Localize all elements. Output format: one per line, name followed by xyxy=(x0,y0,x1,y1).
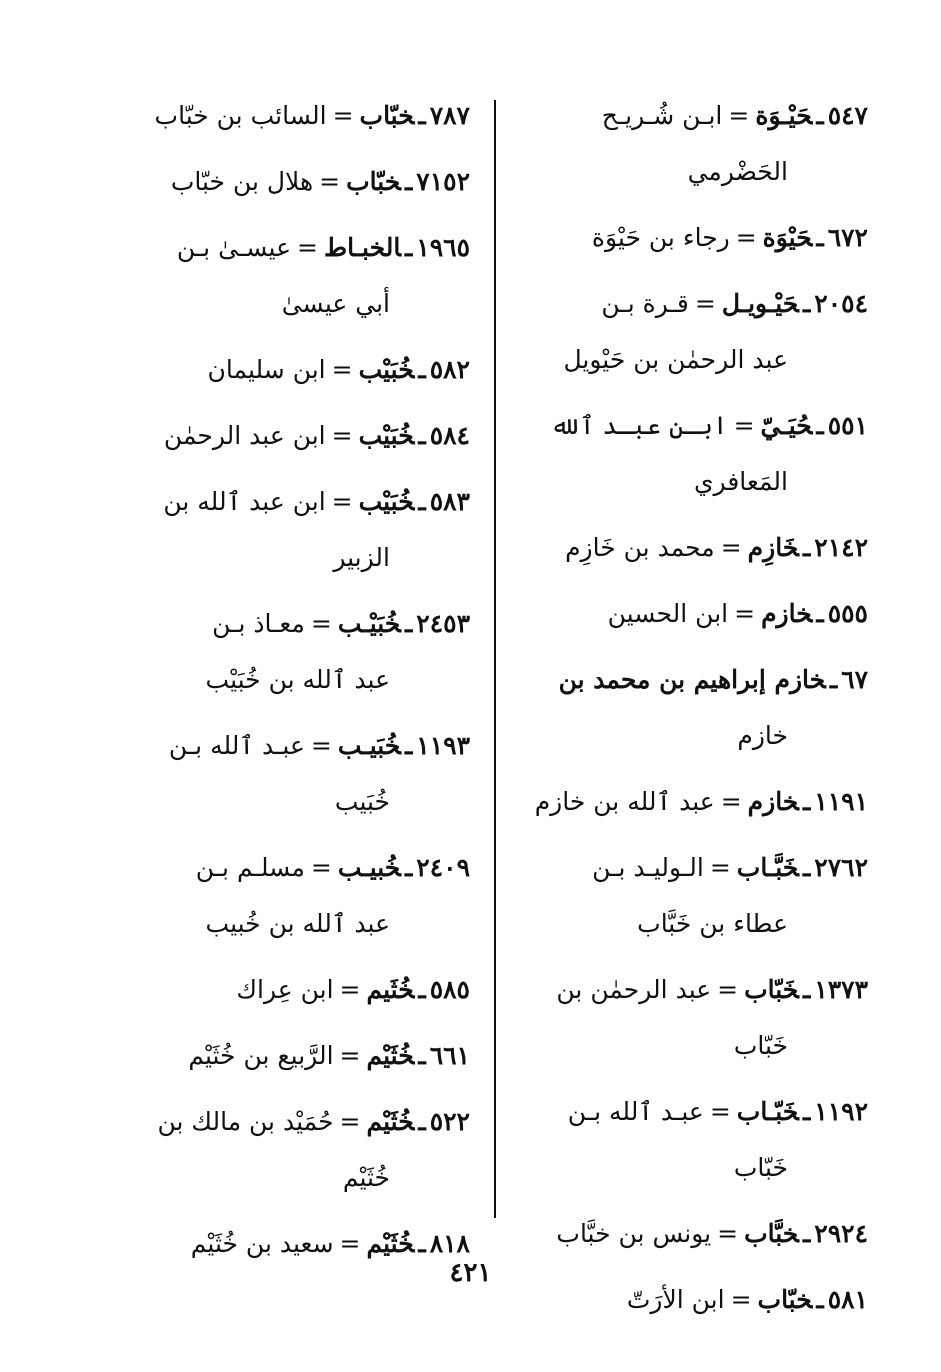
entry-continuation: خَبّاب xyxy=(733,1153,788,1182)
entry-number: ٥٢٢ xyxy=(429,1107,470,1136)
entry-reference: الـوليـد بـن xyxy=(592,853,704,882)
entry-line xyxy=(118,220,470,276)
entry-dash: ـ xyxy=(802,533,811,562)
entry-equals: = xyxy=(720,533,742,562)
index-entry xyxy=(516,276,868,388)
entry-reference: محمد بن خَازِم xyxy=(565,533,715,562)
entry-reference: ابن عبد ٱلله بن xyxy=(163,487,326,516)
entry-dash: ـ xyxy=(418,421,426,450)
entry-heading: خُبَيْب xyxy=(358,355,415,384)
entry-dash: ـ xyxy=(404,609,413,638)
entry-reference: ابن الحسين xyxy=(607,599,729,628)
entry-heading: الخبـاط xyxy=(323,233,401,262)
entry-line xyxy=(516,774,868,830)
entry-number: ٢٤٠٩ xyxy=(416,853,470,882)
entry-equals: = xyxy=(331,487,353,516)
entry-reference: هلال بن خبّاب xyxy=(170,167,314,196)
entry-equals: = xyxy=(331,355,353,384)
entry-heading: خُثَيْم xyxy=(366,1229,415,1258)
entry-equals: = xyxy=(709,1097,731,1126)
index-entry xyxy=(118,88,470,144)
entry-number: ٥٨٤ xyxy=(429,421,470,450)
entry-line xyxy=(118,718,470,774)
entry-equals: = xyxy=(694,289,716,318)
entry-reference: ابـن عبـد ٱلله xyxy=(550,411,728,440)
index-entry xyxy=(516,840,868,952)
entry-equals: = xyxy=(297,233,318,262)
entry-heading: حَيْوَة xyxy=(762,223,813,252)
entry-line xyxy=(118,596,470,652)
entry-line xyxy=(516,520,868,576)
index-entry xyxy=(516,520,868,576)
entry-reference: السائب بن خبّاب xyxy=(154,101,327,130)
index-entry xyxy=(118,962,470,1018)
entry-number: ٥٨٥ xyxy=(429,975,470,1004)
entry-equals: = xyxy=(339,1041,361,1070)
entry-reference: يونس بن خبَّاب xyxy=(556,1219,712,1248)
entry-number: ٦٧٢ xyxy=(827,223,868,252)
entry-line xyxy=(118,474,470,530)
entry-heading: حُيَـيّ xyxy=(760,411,813,440)
entry-line xyxy=(118,1028,470,1084)
entry-reference: عبـد ٱلله بـن xyxy=(168,731,305,760)
entry-continuation: خَبّاب xyxy=(733,1031,788,1060)
entry-continuation: عبد ٱلله بن خُبَيْب xyxy=(205,665,390,694)
entry-equals: = xyxy=(720,787,742,816)
entry-dash: ـ xyxy=(802,289,811,318)
entry-heading: خبّاب xyxy=(346,167,401,196)
entry-number: ٥٤٧ xyxy=(827,101,868,130)
index-entry xyxy=(516,652,868,764)
entry-heading: خازم xyxy=(747,787,799,816)
entry-number: ٦٧ xyxy=(841,665,868,694)
entry-heading: خبّاب xyxy=(757,1285,813,1314)
index-entry xyxy=(516,88,868,200)
entry-number: ١١٩٣ xyxy=(416,731,470,760)
entry-dash: ـ xyxy=(802,787,811,816)
entry-heading: خُبَيـب xyxy=(337,731,401,760)
entry-equals: = xyxy=(717,1219,739,1248)
left-column xyxy=(118,88,470,1282)
index-entry xyxy=(516,1084,868,1196)
entry-continuation: عبد ٱلله بن خُبيب xyxy=(205,909,390,938)
entry-dash: ـ xyxy=(802,1219,811,1248)
entry-equals: = xyxy=(332,101,354,130)
entry-number: ٧٨٧ xyxy=(429,101,470,130)
entry-number: ٢٠٥٤ xyxy=(814,289,868,318)
entry-line xyxy=(118,962,470,1018)
entry-number: ٥٨٢ xyxy=(429,355,470,384)
index-entry xyxy=(118,718,470,830)
right-column xyxy=(516,88,868,1338)
entry-reference: ابن الأرَتّ xyxy=(626,1285,725,1314)
entry-heading: حَيْـويـل xyxy=(721,289,799,318)
entry-number: ٨١٨ xyxy=(429,1229,470,1258)
entry-heading: خُبيـب xyxy=(337,853,401,882)
entry-continuation: خازم xyxy=(737,721,788,750)
entry-number: ٥٨٣ xyxy=(429,487,470,516)
entry-dash: ـ xyxy=(404,233,413,262)
entry-line xyxy=(516,1084,868,1140)
entry-equals: = xyxy=(310,731,332,760)
index-entry xyxy=(516,1206,868,1262)
entry-line xyxy=(118,1094,470,1150)
entry-dash: ـ xyxy=(418,1041,426,1070)
entry-line xyxy=(516,210,868,266)
entry-reference: ابن سليمان xyxy=(207,355,326,384)
entry-reference: ابن عبد الرحمٰن xyxy=(163,421,326,450)
entry-reference: مسلـم بـن xyxy=(195,853,305,882)
entry-equals: = xyxy=(331,421,353,450)
entry-reference: ابن عِراك xyxy=(236,975,334,1004)
entry-continuation: عطاء بن خَبَّاب xyxy=(637,909,788,938)
entry-dash: ـ xyxy=(802,975,811,1004)
index-entry xyxy=(516,586,868,642)
entry-heading: خازم إبراهيم بن محمد بن xyxy=(558,665,826,694)
entry-heading: خُثَيم xyxy=(366,975,415,1004)
entry-line xyxy=(118,88,470,144)
entry-equals: = xyxy=(728,101,750,130)
entry-number: ١٩٦٥ xyxy=(416,233,470,262)
entry-reference: عبد الرحمٰن بن xyxy=(556,975,712,1004)
entry-line xyxy=(516,276,868,332)
index-entry xyxy=(516,774,868,830)
index-entry xyxy=(118,474,470,586)
entry-equals: = xyxy=(310,853,332,882)
entry-dash: ـ xyxy=(404,167,413,196)
entry-reference: عبـد ٱلله بـن xyxy=(567,1097,704,1126)
index-entry xyxy=(118,1094,470,1206)
entry-number: ١١٩٢ xyxy=(814,1097,868,1126)
entry-number: ٧١٥٢ xyxy=(416,167,470,196)
entry-number: ٢٤٥٣ xyxy=(416,609,470,638)
entry-number: ٥٨١ xyxy=(827,1285,868,1314)
entry-dash: ـ xyxy=(418,101,426,130)
entry-dash: ـ xyxy=(404,853,413,882)
entry-heading: خَبّاب xyxy=(744,975,799,1004)
entry-heading: خُثَيْم xyxy=(366,1041,415,1070)
index-entry xyxy=(118,220,470,332)
entry-line xyxy=(516,652,868,708)
entry-line xyxy=(118,342,470,398)
entry-heading: خَبَّـاب xyxy=(736,853,799,882)
entry-heading: خُبَيْـب xyxy=(337,609,401,638)
entry-number: ٦٦١ xyxy=(429,1041,470,1070)
entry-dash: ـ xyxy=(816,1285,824,1314)
entry-equals: = xyxy=(339,975,361,1004)
entry-equals: = xyxy=(310,609,332,638)
column-divider xyxy=(494,100,496,1218)
entry-dash: ـ xyxy=(418,975,426,1004)
entry-equals: = xyxy=(717,975,739,1004)
entry-equals: = xyxy=(734,599,756,628)
entry-heading: خبَّاب xyxy=(744,1219,799,1248)
entry-heading: خُبَيْب xyxy=(358,487,415,516)
entry-line xyxy=(516,840,868,896)
entry-heading: خُبَيْب xyxy=(358,421,415,450)
entry-dash: ـ xyxy=(418,1229,426,1258)
index-entry xyxy=(118,1028,470,1084)
entry-line xyxy=(118,154,470,210)
entry-dash: ـ xyxy=(802,1097,811,1126)
entry-heading: خبّاب xyxy=(359,101,415,130)
index-entry xyxy=(516,398,868,510)
entry-dash: ـ xyxy=(418,1107,426,1136)
entry-continuation: الزبير xyxy=(333,543,390,572)
index-entry xyxy=(516,962,868,1074)
entry-reference: حُمَيْد بن مالك بن xyxy=(157,1107,334,1136)
entry-number: ٥٥٥ xyxy=(827,599,868,628)
entry-equals: = xyxy=(730,1285,752,1314)
entry-dash: ـ xyxy=(816,599,824,628)
index-entry xyxy=(118,154,470,210)
page-number: ٤٢١ xyxy=(449,1258,492,1288)
entry-reference: سعيد بن خُثَيْم xyxy=(190,1229,334,1258)
index-entry xyxy=(118,408,470,464)
entry-reference: قـرة بـن xyxy=(601,289,689,318)
entry-dash: ـ xyxy=(802,853,811,882)
entry-dash: ـ xyxy=(816,411,824,440)
entry-line xyxy=(516,1206,868,1262)
entry-continuation: عبد الرحمٰن بن حَيْويل xyxy=(563,345,788,374)
entry-dash: ـ xyxy=(829,665,838,694)
entry-continuation: أبي عيسىٰ xyxy=(281,289,390,318)
entry-line xyxy=(516,586,868,642)
entry-line xyxy=(516,398,868,454)
entry-reference: عبد ٱلله بن خازم xyxy=(534,787,715,816)
entry-equals: = xyxy=(735,223,757,252)
entry-dash: ـ xyxy=(418,487,426,516)
index-entry xyxy=(118,840,470,952)
index-entry xyxy=(516,210,868,266)
entry-heading: خُثَيْم xyxy=(366,1107,415,1136)
entry-heading: خازم xyxy=(761,599,813,628)
entry-number: ٢١٤٢ xyxy=(814,533,868,562)
entry-reference: عيسـىٰ بـن xyxy=(176,233,292,262)
entry-number: ١٣٧٣ xyxy=(814,975,868,1004)
entry-continuation: الحَضْرمي xyxy=(687,157,788,186)
entry-reference: رجاء بن حَيْوَة xyxy=(591,223,730,252)
entry-line xyxy=(516,88,868,144)
entry-reference: ابـن شُـريـح xyxy=(601,101,723,130)
entry-equals: = xyxy=(733,411,755,440)
entry-number: ١١٩١ xyxy=(814,787,868,816)
entry-reference: معـاذ بـن xyxy=(212,609,305,638)
entry-equals: = xyxy=(709,853,731,882)
entry-line xyxy=(118,408,470,464)
entry-continuation: المَعافري xyxy=(693,467,788,496)
entry-number: ٢٩٢٤ xyxy=(814,1219,868,1248)
entry-dash: ـ xyxy=(816,223,824,252)
entry-dash: ـ xyxy=(816,101,824,130)
entry-dash: ـ xyxy=(418,355,426,384)
entry-heading: حَيْـوَة xyxy=(755,101,813,130)
entry-line xyxy=(118,840,470,896)
entry-equals: = xyxy=(339,1107,361,1136)
entry-continuation: خُثَيْم xyxy=(342,1163,390,1192)
index-entry xyxy=(118,596,470,708)
entry-reference: الرَّبيع بن خُثَيْم xyxy=(188,1041,334,1070)
entry-heading: خَازِم xyxy=(747,533,799,562)
entry-number: ٢٧٦٢ xyxy=(814,853,868,882)
entry-continuation: خُبَيب xyxy=(334,787,390,816)
entry-dash: ـ xyxy=(404,731,413,760)
entry-equals: = xyxy=(319,167,341,196)
index-entry xyxy=(118,342,470,398)
entry-line xyxy=(516,962,868,1018)
entry-number: ٥٥١ xyxy=(827,411,868,440)
entry-heading: خَبّـاب xyxy=(736,1097,799,1126)
entry-equals: = xyxy=(339,1229,361,1258)
